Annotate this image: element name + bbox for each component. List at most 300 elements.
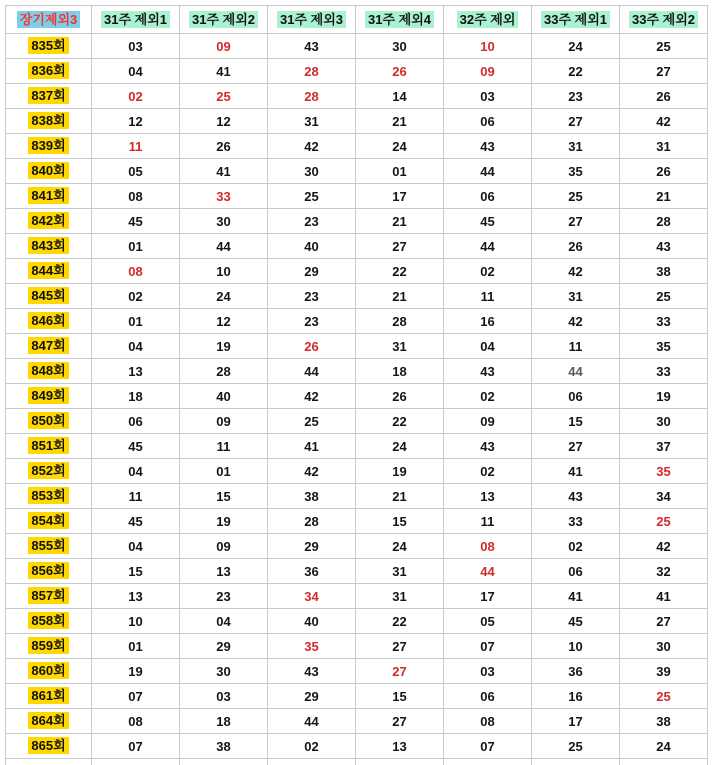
value-cell: 03 [92,34,180,59]
value-cell: 06 [444,109,532,134]
column-header-label: 33주 제외2 [629,11,698,28]
value-cell: 04 [92,334,180,359]
round-label: 851회 [28,437,68,454]
value-cell [532,759,620,765]
value-cell: 02 [268,734,356,759]
value-cell: 28 [268,509,356,534]
value-cell [356,759,444,765]
value-cell: 07 [92,734,180,759]
value-cell: 41 [268,434,356,459]
value-cell: 18 [356,359,444,384]
round-label: 841회 [28,187,68,204]
value-cell: 03 [444,659,532,684]
value-cell: 10 [444,34,532,59]
value-cell: 31 [268,109,356,134]
table-row [6,459,708,484]
value-cell: 41 [180,59,268,84]
round-label: 855회 [28,537,68,554]
value-cell: 09 [180,534,268,559]
value-cell: 42 [620,534,708,559]
value-cell: 01 [92,634,180,659]
value-cell: 43 [444,134,532,159]
value-cell: 40 [268,234,356,259]
value-cell: 25 [532,734,620,759]
value-cell: 44 [444,159,532,184]
value-cell: 15 [356,684,444,709]
value-cell: 35 [620,459,708,484]
corner-header-label: 장기제외3 [17,11,80,28]
value-cell: 28 [356,309,444,334]
value-cell: 02 [532,534,620,559]
value-cell: 11 [532,334,620,359]
value-cell: 07 [444,734,532,759]
value-cell [92,759,180,765]
value-cell: 21 [356,209,444,234]
value-cell: 16 [532,684,620,709]
round-label: 844회 [28,262,68,279]
value-cell: 11 [444,284,532,309]
round-label-cell [6,159,92,184]
value-cell: 33 [180,184,268,209]
round-label: 852회 [28,462,68,479]
value-cell: 02 [444,459,532,484]
table-row [6,284,708,309]
value-cell: 42 [268,384,356,409]
value-cell: 30 [180,659,268,684]
value-cell: 38 [620,259,708,284]
round-label: 861회 [28,687,68,704]
round-label-cell [6,484,92,509]
value-cell: 02 [444,259,532,284]
value-cell: 02 [92,284,180,309]
table-row [6,584,708,609]
round-label-cell [6,734,92,759]
value-cell: 43 [444,434,532,459]
round-label-cell [6,259,92,284]
round-label-cell [6,184,92,209]
value-cell: 04 [92,534,180,559]
value-cell: 05 [444,609,532,634]
round-label: 848회 [28,362,68,379]
round-label-cell [6,634,92,659]
round-label-cell [6,534,92,559]
value-cell: 28 [620,209,708,234]
value-cell: 42 [268,134,356,159]
round-label-cell [6,309,92,334]
value-cell: 15 [92,559,180,584]
round-label: 858회 [28,612,68,629]
value-cell: 27 [620,609,708,634]
value-cell: 08 [92,259,180,284]
value-cell: 25 [268,409,356,434]
value-cell: 22 [356,609,444,634]
column-header-cell [620,6,708,34]
value-cell: 45 [92,434,180,459]
value-cell: 42 [268,459,356,484]
value-cell: 36 [532,659,620,684]
value-cell: 01 [92,234,180,259]
value-cell: 30 [620,409,708,434]
value-cell: 26 [356,384,444,409]
value-cell: 09 [444,409,532,434]
value-cell: 19 [180,509,268,534]
value-cell: 26 [620,84,708,109]
round-label-cell [6,459,92,484]
value-cell: 06 [92,409,180,434]
value-cell: 31 [356,559,444,584]
round-label-cell [6,134,92,159]
value-cell: 35 [268,634,356,659]
column-header-label: 33주 제외1 [541,11,610,28]
value-cell: 39 [620,659,708,684]
value-cell: 18 [92,384,180,409]
round-label-cell [6,709,92,734]
table-row [6,534,708,559]
value-cell: 23 [268,309,356,334]
column-header-cell [92,6,180,34]
round-label-cell [6,559,92,584]
value-cell: 26 [268,334,356,359]
value-cell: 34 [620,484,708,509]
round-label-cell [6,384,92,409]
value-cell: 25 [180,84,268,109]
value-cell: 10 [532,634,620,659]
round-label-cell [6,659,92,684]
value-cell: 03 [180,684,268,709]
table-row [6,334,708,359]
value-cell: 10 [92,609,180,634]
data-table-body [6,34,708,765]
value-cell: 04 [92,59,180,84]
column-header-cell [356,6,444,34]
table-row [6,709,708,734]
table-row [6,34,708,59]
value-cell: 13 [444,484,532,509]
value-cell: 44 [268,709,356,734]
value-cell: 07 [92,684,180,709]
value-cell: 24 [356,434,444,459]
table-row [6,159,708,184]
value-cell [444,759,532,765]
value-cell: 43 [620,234,708,259]
round-label: 864회 [28,712,68,729]
value-cell: 27 [532,434,620,459]
value-cell: 13 [356,734,444,759]
value-cell: 27 [620,59,708,84]
value-cell: 08 [444,534,532,559]
round-label: 865회 [28,737,68,754]
value-cell: 31 [620,134,708,159]
value-cell: 22 [356,259,444,284]
value-cell: 38 [268,484,356,509]
value-cell: 41 [532,584,620,609]
round-label: 846회 [28,312,68,329]
value-cell: 41 [620,584,708,609]
round-label-cell [6,409,92,434]
value-cell: 29 [268,534,356,559]
round-label-cell [6,284,92,309]
table-row [6,609,708,634]
round-label-cell [6,334,92,359]
value-cell: 30 [268,159,356,184]
value-cell: 09 [444,59,532,84]
round-label-cell [6,59,92,84]
round-label-cell [6,84,92,109]
round-label: 853회 [28,487,68,504]
value-cell: 45 [532,609,620,634]
round-label-cell [6,209,92,234]
value-cell: 35 [620,334,708,359]
round-label: 857회 [28,587,68,604]
value-cell: 09 [180,34,268,59]
value-cell: 16 [444,309,532,334]
column-header-cell [180,6,268,34]
column-header-label: 31주 제외1 [101,11,170,28]
value-cell: 45 [92,509,180,534]
value-cell: 38 [620,709,708,734]
value-cell [620,759,708,765]
value-cell: 13 [92,584,180,609]
value-cell: 28 [180,359,268,384]
table-row [6,234,708,259]
table-row [6,209,708,234]
column-header-label: 31주 제외3 [277,11,346,28]
value-cell: 25 [620,284,708,309]
value-cell: 34 [268,584,356,609]
value-cell: 33 [532,509,620,534]
value-cell: 04 [92,459,180,484]
value-cell: 21 [356,284,444,309]
value-cell: 22 [532,59,620,84]
value-cell: 27 [356,709,444,734]
value-cell: 12 [180,109,268,134]
value-cell: 31 [532,284,620,309]
value-cell: 14 [356,84,444,109]
value-cell: 27 [532,109,620,134]
column-header-cell [532,6,620,34]
value-cell: 25 [532,184,620,209]
round-label-cell [6,609,92,634]
value-cell: 06 [532,559,620,584]
round-label: 845회 [28,287,68,304]
value-cell: 17 [356,184,444,209]
round-label: 847회 [28,337,68,354]
value-cell: 17 [532,709,620,734]
value-cell: 11 [92,134,180,159]
value-cell: 40 [268,609,356,634]
value-cell: 19 [180,334,268,359]
table-row [6,384,708,409]
value-cell: 33 [620,309,708,334]
table-row [6,734,708,759]
value-cell: 31 [356,334,444,359]
value-cell: 01 [92,309,180,334]
value-cell: 24 [532,34,620,59]
value-cell: 29 [268,259,356,284]
value-cell: 22 [356,409,444,434]
empty-table-row [6,759,708,765]
value-cell: 27 [532,209,620,234]
value-cell: 04 [180,609,268,634]
table-row [6,59,708,84]
value-cell: 12 [92,109,180,134]
value-cell: 23 [268,209,356,234]
round-label-cell [6,759,92,765]
value-cell: 26 [532,234,620,259]
value-cell: 45 [92,209,180,234]
value-cell: 18 [180,709,268,734]
column-header-label: 32주 제외 [457,11,519,28]
value-cell [268,759,356,765]
value-cell: 08 [92,709,180,734]
value-cell: 04 [444,334,532,359]
table-row [6,409,708,434]
value-cell: 21 [356,109,444,134]
table-row [6,684,708,709]
value-cell: 13 [92,359,180,384]
round-label: 859회 [28,637,68,654]
round-label-cell [6,34,92,59]
table-row [6,359,708,384]
value-cell: 26 [180,134,268,159]
value-cell: 45 [444,209,532,234]
value-cell: 12 [180,309,268,334]
column-header-cell [444,6,532,34]
value-cell: 01 [356,159,444,184]
table-row [6,184,708,209]
value-cell: 15 [180,484,268,509]
round-label: 839회 [28,137,68,154]
value-cell: 07 [444,634,532,659]
value-cell: 23 [180,584,268,609]
column-header-label: 31주 제외2 [189,11,258,28]
value-cell: 28 [268,84,356,109]
value-cell: 10 [180,259,268,284]
value-cell: 06 [532,384,620,409]
value-cell: 43 [532,484,620,509]
value-cell: 06 [444,184,532,209]
value-cell: 19 [620,384,708,409]
column-header-cell [268,6,356,34]
round-label: 836회 [28,62,68,79]
value-cell: 11 [444,509,532,534]
table-row [6,84,708,109]
value-cell: 21 [620,184,708,209]
value-cell: 03 [444,84,532,109]
value-cell: 42 [620,109,708,134]
value-cell: 44 [532,359,620,384]
round-label: 856회 [28,562,68,579]
value-cell: 15 [532,409,620,434]
round-label-cell [6,359,92,384]
value-cell: 25 [620,684,708,709]
table-row [6,509,708,534]
value-cell: 15 [356,509,444,534]
table-row [6,634,708,659]
value-cell: 38 [180,734,268,759]
value-cell: 27 [356,634,444,659]
table-row [6,309,708,334]
round-label: 842회 [28,212,68,229]
value-cell: 42 [532,309,620,334]
value-cell: 26 [620,159,708,184]
value-cell: 30 [620,634,708,659]
value-cell: 24 [356,134,444,159]
value-cell: 25 [620,509,708,534]
value-cell: 06 [444,684,532,709]
round-label: 840회 [28,162,68,179]
value-cell: 44 [180,234,268,259]
value-cell: 28 [268,59,356,84]
value-cell: 23 [268,284,356,309]
round-label-cell [6,234,92,259]
value-cell [180,759,268,765]
round-label-cell [6,509,92,534]
table-row [6,109,708,134]
round-label: 835회 [28,37,68,54]
value-cell: 43 [444,359,532,384]
value-cell: 29 [180,634,268,659]
value-cell: 43 [268,34,356,59]
value-cell: 27 [356,234,444,259]
value-cell: 02 [444,384,532,409]
value-cell: 29 [268,684,356,709]
value-cell: 44 [268,359,356,384]
value-cell: 44 [444,234,532,259]
table-row [6,434,708,459]
round-label-cell [6,584,92,609]
value-cell: 31 [356,584,444,609]
value-cell: 42 [532,259,620,284]
table-row [6,259,708,284]
value-cell: 17 [444,584,532,609]
value-cell: 19 [356,459,444,484]
round-label-cell [6,434,92,459]
round-label: 838회 [28,112,68,129]
value-cell: 23 [532,84,620,109]
header-row [6,6,708,34]
table-row [6,484,708,509]
value-cell: 41 [532,459,620,484]
value-cell: 40 [180,384,268,409]
value-cell: 19 [92,659,180,684]
value-cell: 30 [180,209,268,234]
value-cell: 31 [532,134,620,159]
value-cell: 05 [92,159,180,184]
value-cell: 30 [356,34,444,59]
round-label: 850회 [28,412,68,429]
table-row [6,134,708,159]
round-label: 854회 [28,512,68,529]
table-row [6,559,708,584]
value-cell: 24 [180,284,268,309]
value-cell: 27 [356,659,444,684]
value-cell: 32 [620,559,708,584]
value-cell: 37 [620,434,708,459]
value-cell: 26 [356,59,444,84]
round-label: 860회 [28,662,68,679]
value-cell: 21 [356,484,444,509]
value-cell: 11 [92,484,180,509]
value-cell: 41 [180,159,268,184]
round-label-cell [6,684,92,709]
round-label: 837회 [28,87,68,104]
value-cell: 13 [180,559,268,584]
table-row [6,659,708,684]
value-cell: 02 [92,84,180,109]
value-cell: 35 [532,159,620,184]
corner-header-cell [6,6,92,34]
